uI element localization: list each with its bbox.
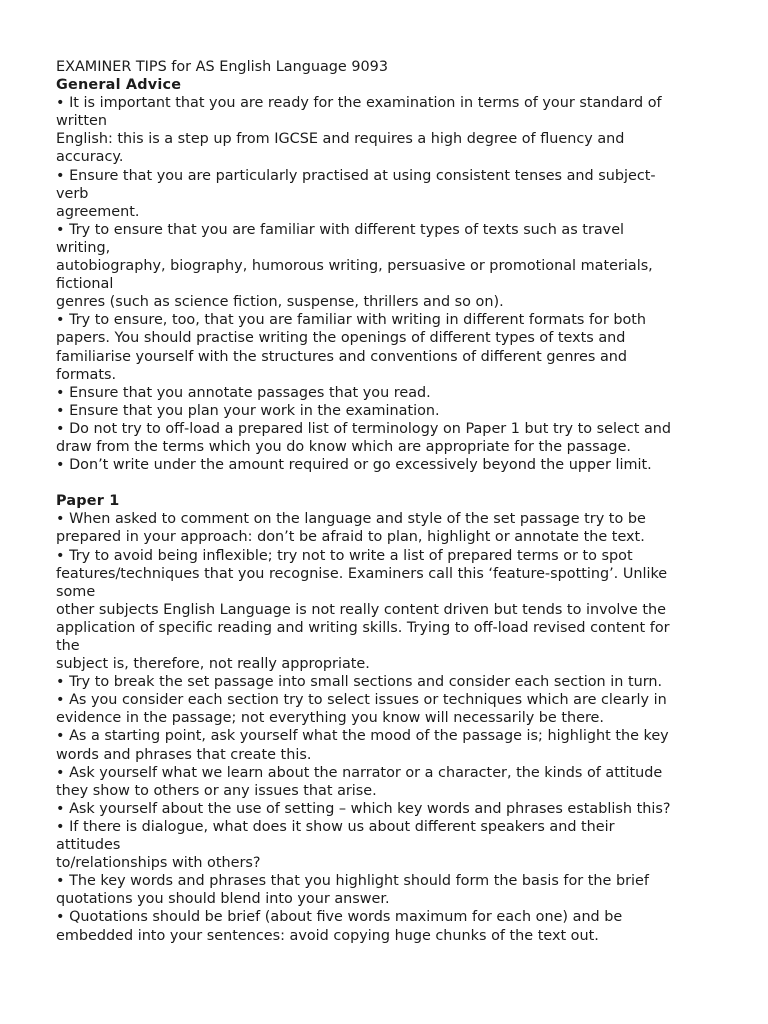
text-line: attitudes	[56, 837, 121, 854]
text-line: the	[56, 638, 80, 654]
section-spacer	[56, 474, 746, 492]
text-line: to/relationships with others?	[56, 855, 261, 872]
text-line: • Do not try to off-load a prepared list of terminology on Paper 1 but try to select and	[56, 420, 672, 437]
text-line: other subjects English Language is not really content driven but tends to involve the	[56, 601, 666, 618]
text-line: • Try to ensure, too, that you are familiar with writing in different formats for both	[56, 312, 647, 329]
text-line: quotations you should blend into your answer.	[56, 891, 390, 908]
text-line: English: this is a step up from IGCSE and requires a high degree of fluency and	[56, 131, 625, 148]
text-line: • Try to avoid being inflexible; try not to write a list of prepared terms or to spot	[56, 547, 633, 564]
text-line: prepared in your approach: don’t be afraid to plan, highlight or annotate the text.	[56, 529, 645, 546]
text-line: autobiography, biography, humorous writing, persuasive or promotional materials,	[56, 258, 653, 275]
text-line: fictional	[56, 276, 114, 293]
text-line: they show to others or any issues that arise.	[56, 782, 377, 799]
section-heading-general-advice: General Advice	[56, 77, 182, 94]
text-line: subject is, therefore, not really appropriate.	[56, 656, 370, 673]
text-line: agreement.	[56, 203, 140, 220]
text-line: • If there is dialogue, what does it show us about different speakers and their	[56, 818, 615, 835]
text-line: • Quotations should be brief (about five words maximum for each one) and be	[56, 909, 623, 926]
text-line: • Ask yourself about the use of setting – which key words and phrases establish this?	[56, 800, 671, 817]
text-line: verb	[56, 185, 89, 202]
text-line: • Try to break the set passage into small sections and consider each section in turn.	[56, 674, 663, 691]
text-line: formats.	[56, 366, 117, 383]
text-line: • When asked to comment on the language and style of the set passage try to be	[56, 511, 646, 528]
text-line: • The key words and phrases that you highlight should form the basis for the brief	[56, 873, 649, 890]
section-heading-paper-1: Paper 1	[56, 493, 120, 510]
text-line: • As a starting point, ask yourself what the mood of the passage is; highlight the key	[56, 728, 669, 745]
text-line: genres (such as science fiction, suspense, thrillers and so on).	[56, 294, 504, 311]
text-line: evidence in the passage; not everything you know will necessarily be there.	[56, 710, 604, 727]
text-line: written	[56, 113, 107, 130]
text-line: • Ask yourself what we learn about the narrator or a character, the kinds of attitude	[56, 764, 663, 781]
text-line: familiarise yourself with the structures and conventions of different genres and	[56, 348, 628, 365]
text-line: embedded into your sentences: avoid copying huge chunks of the text out.	[56, 927, 599, 944]
text-line: writing,	[56, 239, 111, 256]
text-line: some	[56, 583, 96, 600]
text-line: accuracy.	[56, 149, 124, 166]
text-line: features/techniques that you recognise. Examiners call this ‘feature-spotting’. Unlike	[56, 565, 668, 582]
text-line: words and phrases that create this.	[56, 746, 312, 763]
text-line: • As you consider each section try to select issues or techniques which are clearly in	[56, 692, 667, 709]
text-line: • It is important that you are ready for the examination in terms of your standard of	[56, 95, 662, 112]
document-title: EXAMINER TIPS for AS English Language 9093	[56, 59, 388, 75]
general-advice-body	[56, 94, 746, 474]
text-line: draw from the terms which you do know which are appropriate for the passage.	[56, 438, 631, 455]
text-line: • Ensure that you plan your work in the examination.	[56, 402, 440, 419]
text-line: application of specific reading and writing skills. Trying to off-load revised content for	[56, 619, 670, 636]
text-line: • Ensure that you annotate passages that you read.	[56, 384, 431, 401]
text-line: • Don’t write under the amount required or go excessively beyond the upper limit.	[56, 457, 652, 474]
text-line: • Try to ensure that you are familiar with different types of texts such as travel	[56, 221, 625, 238]
document-page	[56, 58, 746, 945]
paper-1-body	[56, 510, 746, 944]
text-line: papers. You should practise writing the openings of different types of texts and	[56, 330, 626, 347]
text-line: • Ensure that you are particularly practised at using consistent tenses and subject-	[56, 167, 656, 184]
